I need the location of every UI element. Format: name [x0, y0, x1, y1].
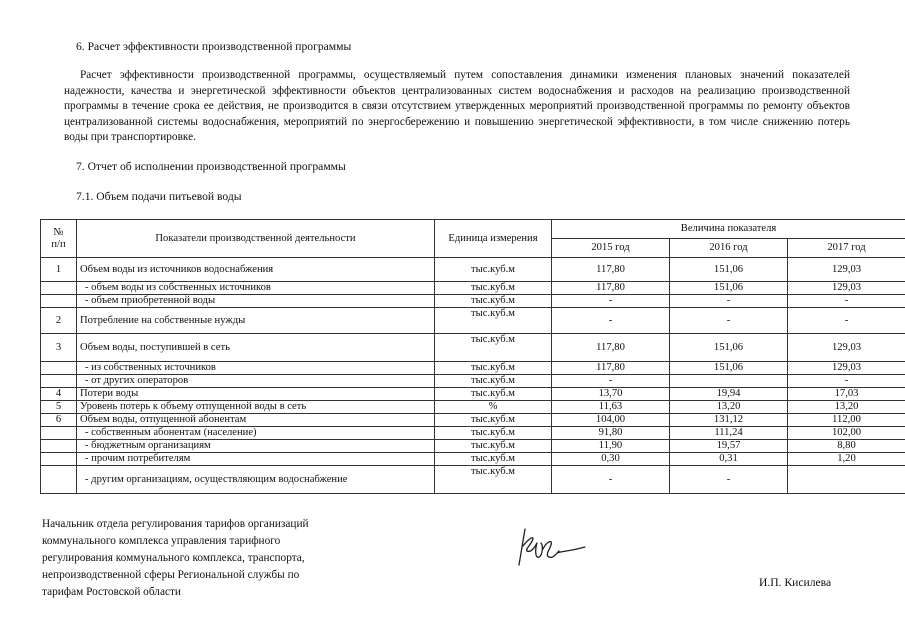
table-row	[41, 295, 905, 308]
handwritten-signature	[513, 525, 593, 571]
row-value-2017: 112,00	[788, 414, 905, 427]
row-value-2016: -	[670, 308, 788, 334]
row-num	[41, 362, 77, 375]
row-unit: тыс.куб.м	[435, 388, 552, 401]
row-label: Потери воды	[77, 388, 435, 401]
signature-title-line: Начальник отдела регулирования тарифов организаций	[42, 518, 309, 530]
row-value-2015: 117,80	[552, 258, 670, 282]
row-value-2016: 151,06	[670, 282, 788, 295]
row-label: Потребление на собственные нужды	[77, 308, 435, 334]
row-label: - из собственных источников	[77, 362, 435, 375]
row-value-2015: -	[552, 295, 670, 308]
row-unit: тыс.куб.м	[435, 308, 552, 334]
table-row	[41, 258, 905, 282]
row-value-2015: 13,70	[552, 388, 670, 401]
row-value-2015: 117,80	[552, 362, 670, 375]
row-label: Объем воды из источников водоснабжения	[77, 258, 435, 282]
row-value-2016: 151,06	[670, 334, 788, 362]
row-value-2015: -	[552, 375, 670, 388]
header-num-line1: №	[53, 226, 64, 238]
signature-title-line: непроизводственной сферы Региональной службы по	[42, 569, 300, 581]
header-num-line2: п/п	[51, 238, 66, 250]
row-value-2016: 131,12	[670, 414, 788, 427]
row-value-2015: 0,30	[552, 453, 670, 466]
row-label: - от других операторов	[77, 375, 435, 388]
row-num	[41, 427, 77, 440]
row-value-2017: -	[788, 375, 905, 388]
row-unit: тыс.куб.м	[435, 295, 552, 308]
row-value-2017	[788, 466, 905, 494]
row-num: 3	[41, 334, 77, 362]
row-unit: тыс.куб.м	[435, 466, 552, 494]
row-num: 4	[41, 388, 77, 401]
table-row	[41, 375, 905, 388]
row-value-2017: 17,03	[788, 388, 905, 401]
row-num: 2	[41, 308, 77, 334]
row-value-2016: 0,31	[670, 453, 788, 466]
row-value-2016: 13,20	[670, 401, 788, 414]
row-value-2016: -	[670, 466, 788, 494]
signature-block	[42, 516, 372, 601]
table-row	[41, 334, 905, 362]
section-6-paragraph: Расчет эффективности производственной программы, осуществляемый путем сопоставления динамики изменения плановых значений показателей надежности, качества и энергетической эффективности объектов централизованных систем водоснабжения и расходов на реализацию производственной программы в течение срока ее действия, не производится в связи отсутствием утвержденных мероприятий производственной программы по ремонту объектов централизованной системы водоснабжения, мероприятий по энергосбережению и повышению энергетической эффективности, в том числе снижению потерь воды при транспортировке.	[64, 69, 850, 144]
row-value-2016: 151,06	[670, 258, 788, 282]
header-year-2015: 2015 год	[552, 239, 670, 258]
row-unit: тыс.куб.м	[435, 362, 552, 375]
row-unit: тыс.куб.м	[435, 375, 552, 388]
row-unit: тыс.куб.м	[435, 453, 552, 466]
section-7-1-heading: 7.1. Объем подачи питьевой воды	[76, 190, 242, 203]
row-value-2015: 117,80	[552, 282, 670, 295]
row-unit: тыс.куб.м	[435, 334, 552, 362]
row-value-2015: 117,80	[552, 334, 670, 362]
row-label: - объем приобретенной воды	[77, 295, 435, 308]
section-7-heading: 7. Отчет об исполнении производственной программы	[76, 160, 346, 173]
table-row	[41, 440, 905, 453]
row-label: - объем воды из собственных источников	[77, 282, 435, 295]
table-row	[41, 401, 905, 414]
row-value-2017: -	[788, 308, 905, 334]
header-num	[41, 220, 77, 258]
row-label: Объем воды, поступившей в сеть	[77, 334, 435, 362]
table-row	[41, 308, 905, 334]
row-unit: %	[435, 401, 552, 414]
row-value-2015: 104,00	[552, 414, 670, 427]
header-value-group: Величина показателя	[552, 220, 905, 239]
row-value-2017: 129,03	[788, 362, 905, 375]
row-value-2016: 151,06	[670, 362, 788, 375]
water-supply-table	[40, 219, 905, 494]
row-num	[41, 466, 77, 494]
row-value-2016: 111,24	[670, 427, 788, 440]
row-num: 6	[41, 414, 77, 427]
signature-title-line: коммунального комплекса управления тарифного	[42, 535, 281, 547]
row-unit: тыс.куб.м	[435, 258, 552, 282]
row-value-2017: -	[788, 295, 905, 308]
row-num	[41, 295, 77, 308]
row-value-2017: 129,03	[788, 334, 905, 362]
row-value-2016: -	[670, 295, 788, 308]
row-num	[41, 375, 77, 388]
row-unit: тыс.куб.м	[435, 282, 552, 295]
header-year-2017: 2017 год	[788, 239, 905, 258]
row-value-2017: 102,00	[788, 427, 905, 440]
header-unit: Единица измерения	[435, 220, 552, 258]
row-label: - прочим потребителям	[77, 453, 435, 466]
row-label: Объем воды, отпущенной абонентам	[77, 414, 435, 427]
row-value-2017: 129,03	[788, 282, 905, 295]
signatory-name: И.П. Кисилева	[759, 576, 832, 589]
signature-title-line: тарифам Ростовской области	[42, 586, 181, 598]
row-value-2017: 1,20	[788, 453, 905, 466]
row-num: 1	[41, 258, 77, 282]
table-row	[41, 466, 905, 494]
section-6-heading: 6. Расчет эффективности производственной программы	[76, 40, 352, 53]
table-row	[41, 362, 905, 375]
row-value-2015: 91,80	[552, 427, 670, 440]
row-value-2015: 11,63	[552, 401, 670, 414]
row-unit: тыс.куб.м	[435, 414, 552, 427]
table-row	[41, 414, 905, 427]
row-value-2015: 11,90	[552, 440, 670, 453]
row-value-2015: -	[552, 466, 670, 494]
row-unit: тыс.куб.м	[435, 427, 552, 440]
row-value-2017: 13,20	[788, 401, 905, 414]
table-row	[41, 453, 905, 466]
row-num	[41, 282, 77, 295]
row-value-2015: -	[552, 308, 670, 334]
row-num	[41, 440, 77, 453]
row-label: Уровень потерь к объему отпущенной воды в сеть	[77, 401, 435, 414]
header-year-2016: 2016 год	[670, 239, 788, 258]
row-num: 5	[41, 401, 77, 414]
header-indicator: Показатели производственной деятельности	[77, 220, 435, 258]
row-value-2016	[670, 375, 788, 388]
row-label: - собственным абонентам (население)	[77, 427, 435, 440]
row-value-2017: 8,80	[788, 440, 905, 453]
table-row	[41, 282, 905, 295]
row-label: - бюджетным организациям	[77, 440, 435, 453]
table-row	[41, 427, 905, 440]
row-label: - другим организациям, осуществляющим водоснабжение	[77, 466, 435, 494]
row-value-2017: 129,03	[788, 258, 905, 282]
row-unit: тыс.куб.м	[435, 440, 552, 453]
row-value-2016: 19,94	[670, 388, 788, 401]
table-row	[41, 388, 905, 401]
signature-title-line: регулирования коммунального комплекса, транспорта,	[42, 552, 305, 564]
row-num	[41, 453, 77, 466]
row-value-2016: 19,57	[670, 440, 788, 453]
